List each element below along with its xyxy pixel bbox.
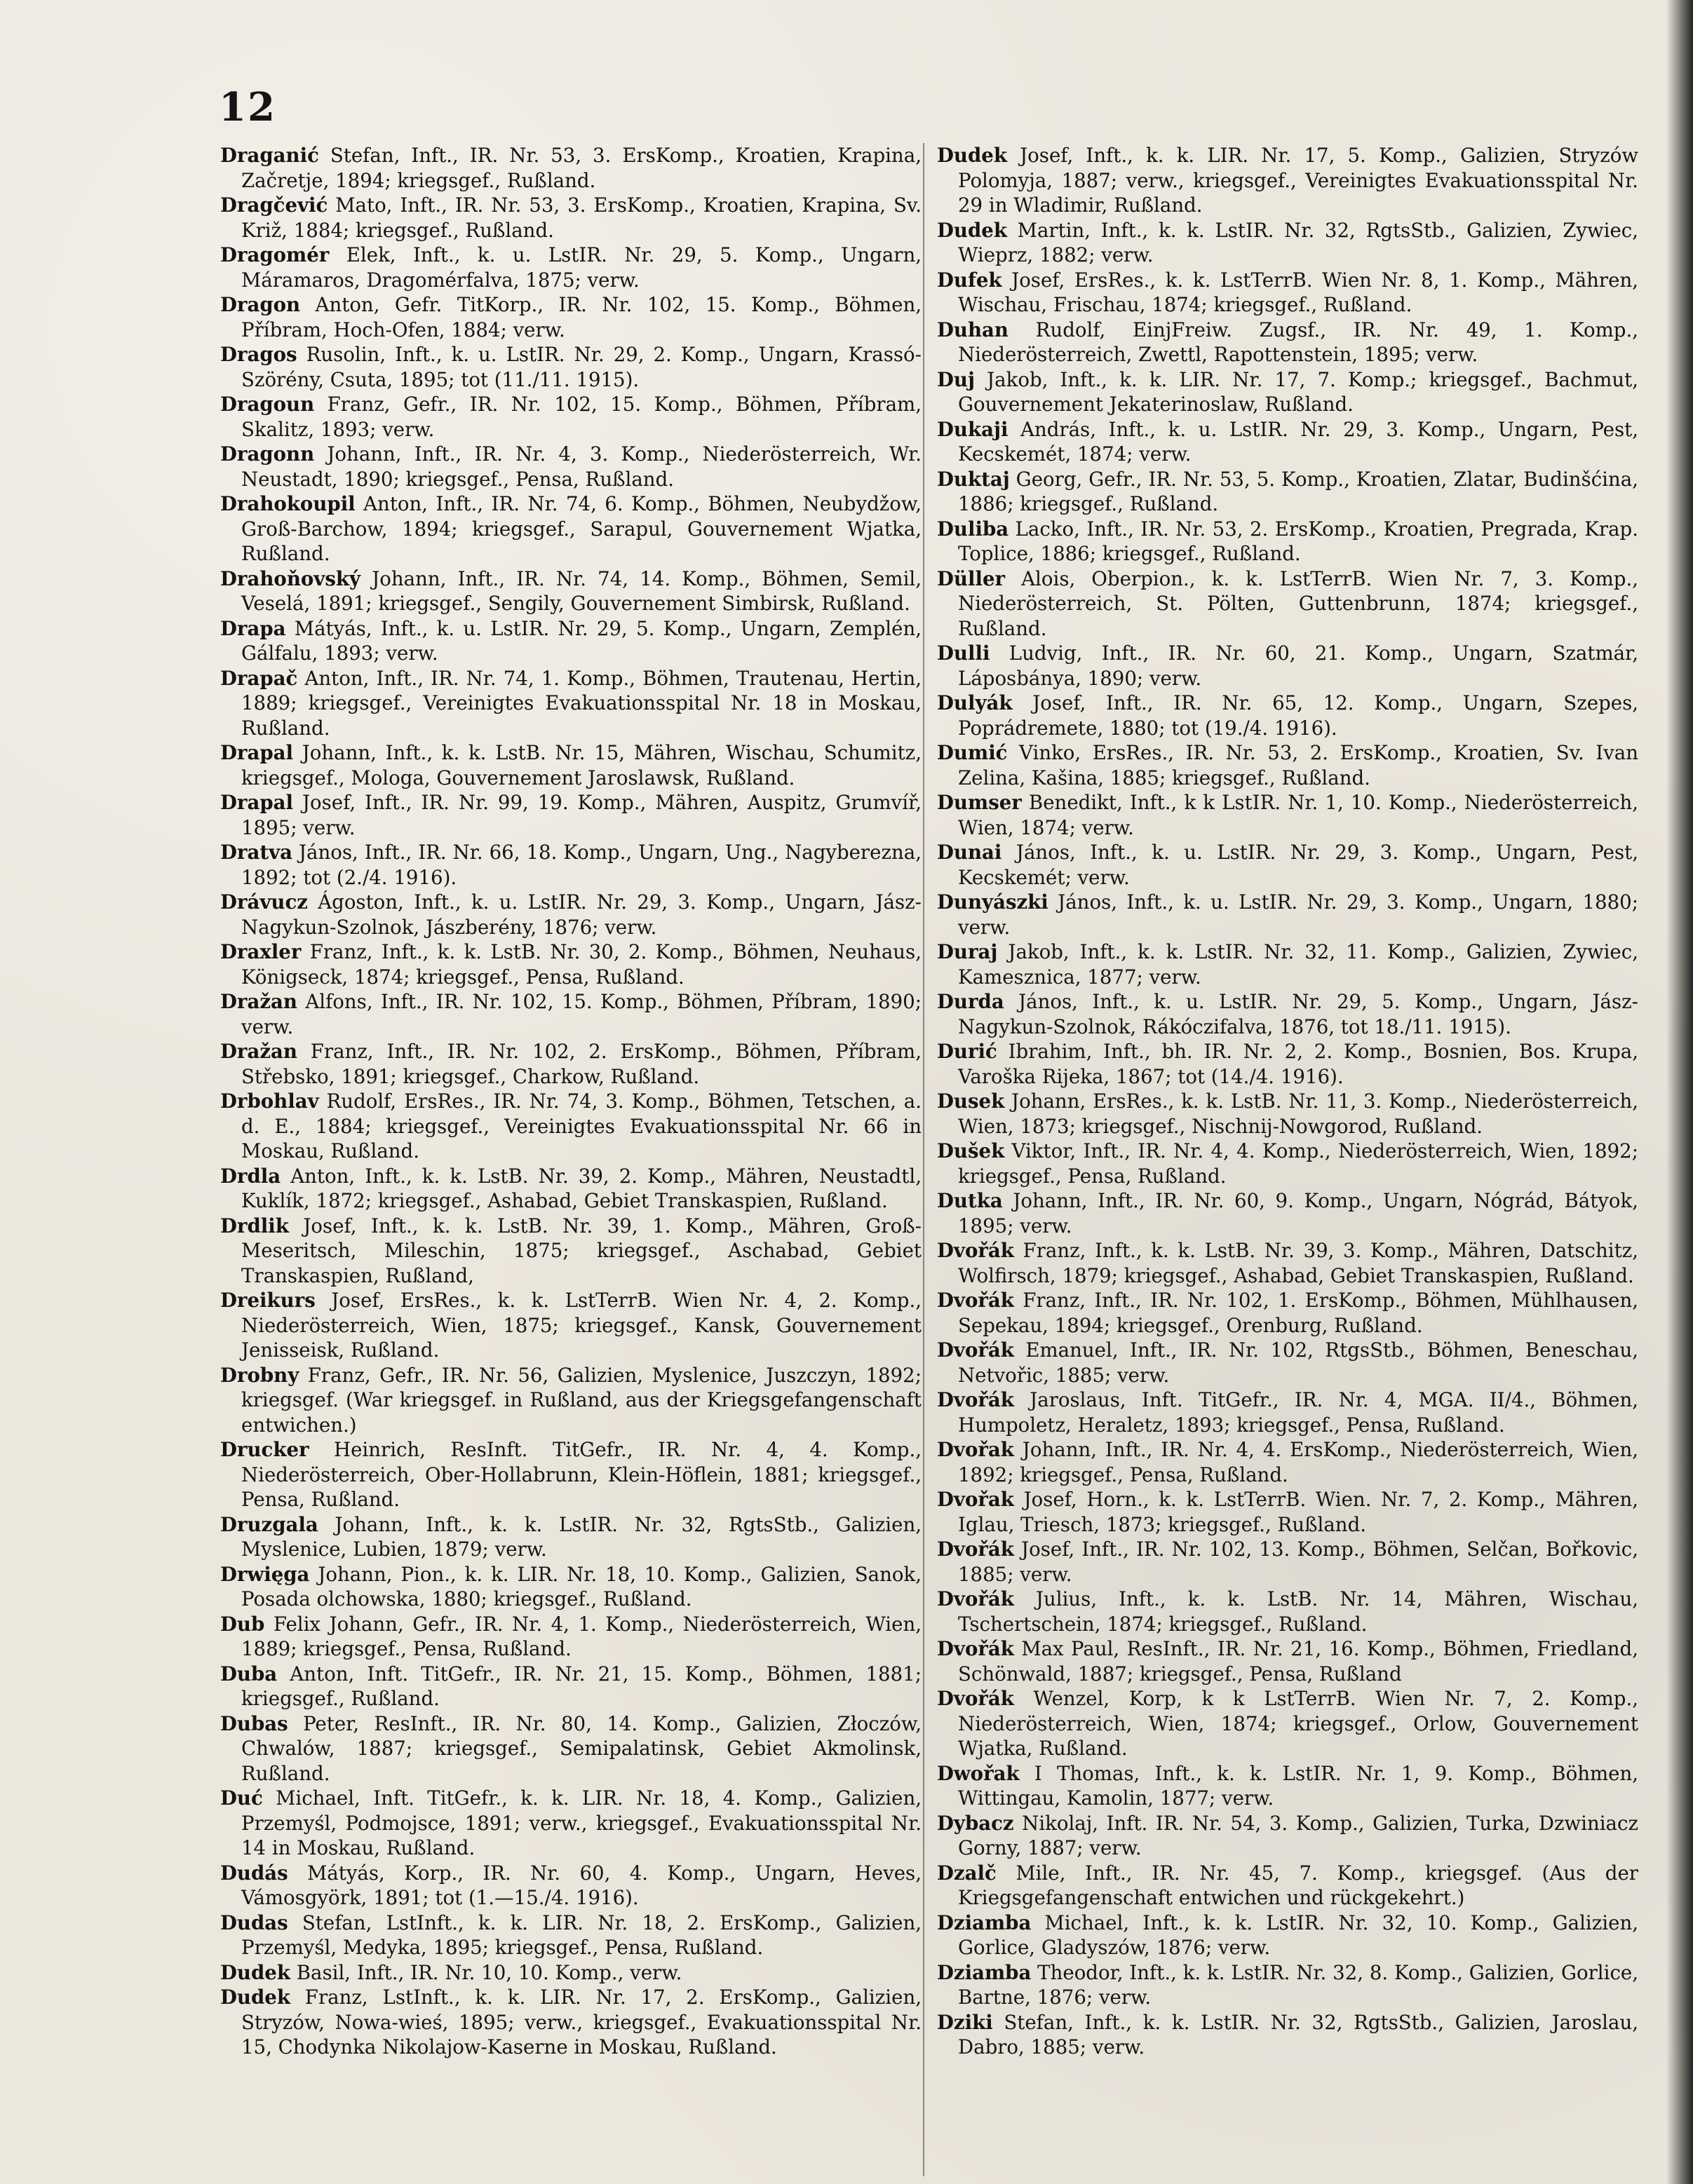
list-entry [937,1139,1638,1188]
entry-surname: Duhan [937,318,1009,341]
entry-details: Michael, Inft., k. k. LstIR. Nr. 32, 10. Komp., Galizien, Gorlice, Gladyszów, 1876; verw. [958,1911,1638,1959]
list-entry [937,1587,1638,1636]
entry-surname: Druzgala [220,1512,318,1536]
entry-surname: Drucker [220,1438,309,1461]
entry-details: Lacko, Inft., IR. Nr. 53, 2. ErsKomp., Kroatien, Pregrada, Krap. Toplice, 1886; kriegsgef., Rußland. [958,517,1638,565]
entry-surname: Drahoňovský [220,567,361,590]
entry-details: Ágoston, Inft., k. u. LstIR. Nr. 29, 3. Komp., Ungarn, Jász-Nagykun-Szolnok, Jászberény, 1876; verw. [241,890,922,939]
list-entry [937,691,1638,740]
entry-details: Rudolf, EinjFreiw. Zugsf., IR. Nr. 49, 1. Komp., Niederösterreich, Zwettl, Rapottenstein, 1895; verw. [958,318,1638,366]
list-entry [937,840,1638,890]
list-entry [937,890,1638,940]
list-entry [937,641,1638,691]
entry-surname: Dreikurs [220,1289,316,1312]
list-entry [220,740,922,790]
list-entry [220,616,922,666]
column-divider [923,143,924,2176]
entry-surname: Dziamba [937,1911,1032,1934]
entry-details: I Thomas, Inft., k. k. LstIR. Nr. 1, 9. Komp., Böhmen, Wittingau, Kamolin, 1877; verw. [958,1761,1638,1810]
entry-surname: Dutka [937,1189,1003,1212]
list-entry [937,1537,1638,1587]
entry-details: Anton, Gefr. TitKorp., IR. Nr. 102, 15. Komp., Böhmen, Příbram, Hoch-Ofen, 1884; verw. [241,293,922,341]
entry-surname: Dudek [220,1960,290,1984]
list-entry [937,143,1638,218]
list-entry [937,1288,1638,1338]
entry-surname: Dušek [937,1139,1005,1162]
entry-details: Johann, Inft., IR. Nr. 4, 4. ErsKomp., Niederösterreich, Wien, 1892; kriegsgef., Pensa, Rußland. [958,1438,1638,1486]
list-entry [937,268,1638,318]
entry-details: Mile, Inft., IR. Nr. 45, 7. Komp., kriegsgef. (Aus der Kriegsgefangenschaft entwichen und rückgekehrt.) [958,1861,1638,1909]
entry-details: Franz, Inft., k. k. LstB. Nr. 39, 3. Komp., Mähren, Datschitz, Wolfirsch, 1879; kriegsgef., Ashabad, Gebiet Transkaspien, Rußland. [958,1239,1638,1287]
entry-details: Josef, Inft., IR. Nr. 99, 19. Komp., Mähren, Auspitz, Grumvíř, 1895; verw. [241,791,922,839]
entry-details: Johann, ErsRes., k. k. LstB. Nr. 11, 3. Komp., Niederösterreich, Wien, 1873; kriegsgef., Nischnij-Nowgorod, Rußland. [958,1090,1638,1138]
list-entry [220,442,922,491]
entry-details: Josef, ErsRes., k. k. LstTerrB. Wien Nr. 4, 2. Komp., Niederösterreich, Wien, 1875; kriegsgef., Kansk, Gouvernement Jenisseisk, Rußland. [241,1289,922,1362]
entry-details: Benedikt, Inft., k k LstIR. Nr. 1, 10. Komp., Niederösterreich, Wien, 1874; verw. [958,791,1638,839]
entry-surname: Dulli [937,642,990,665]
entry-details: Mátyás, Inft., k. u. LstIR. Nr. 29, 5. Komp., Ungarn, Zemplén, Gálfalu, 1893; verw. [241,616,922,665]
entry-details: Josef, Inft., k. k. LIR. Nr. 17, 5. Komp., Galizien, Stryzów Polomyja, 1887; verw., kriegsgef., Vereinigtes Evakuationsspital Nr. 29 in Wladimir, Rußland. [958,144,1638,217]
entry-details: Franz, Gefr., IR. Nr. 56, Galizien, Myslenice, Juszczyn, 1892; kriegsgef. (War kriegsgef. in Rußland, aus der Kriegsgefangenschaft entwichen.) [241,1363,922,1437]
list-entry [937,1039,1638,1089]
list-entry [220,1911,922,1960]
list-entry [220,1612,922,1662]
entry-details: Rusolin, Inft., k. u. LstIR. Nr. 29, 2. Komp., Ungarn, Krassó-Szörény, Csuta, 1895; tot (11./11. 1915). [241,343,922,391]
list-entry [937,2010,1638,2060]
list-entry [937,517,1638,567]
entry-details: Jaroslaus, Inft. TitGefr., IR. Nr. 4, MGA. II/4., Böhmen, Humpoletz, Heraletz, 1893; kriegsgef., Pensa, Rußland. [958,1388,1638,1437]
entry-surname: Dzalč [937,1861,997,1885]
entry-surname: Drapa [220,616,286,640]
left-column [220,143,922,2060]
list-entry [220,1437,922,1512]
entry-details: Johann, Inft., k. k. LstIR. Nr. 32, RgtsStb., Galizien, Myslenice, Lubien, 1879; verw. [241,1512,922,1561]
entry-details: Heinrich, ResInft. TitGefr., IR. Nr. 4, 4. Komp., Niederösterreich, Ober-Hollabrunn, Klein-Höflein, 1881; kriegsgef., Pensa, Rußland. [241,1438,922,1511]
list-entry [937,1861,1638,1911]
entry-details: Stefan, Inft., k. k. LstIR. Nr. 32, RgtsStb., Galizien, Jaroslau, Dabro, 1885; verw. [958,2010,1638,2058]
entry-details: Michael, Inft. TitGefr., k. k. LIR. Nr. 18, 4. Komp., Galizien, Przemyśl, Podmojsce, 1891; verw., kriegsgef., Evakuationsspital Nr. 14 in Moskau, Rußland. [241,1786,922,1859]
entry-details: János, Inft., IR. Nr. 66, 18. Komp., Ungarn, Ung., Nagyberezna, 1892; tot (2./4. 1916). [241,841,922,889]
entry-details: Johann, Inft., IR. Nr. 74, 14. Komp., Böhmen, Semil, Veselá, 1891; kriegsgef., Sengily, Gouvernement Simbirsk, Rußland. [241,567,922,615]
entry-surname: Duba [220,1662,278,1686]
entry-surname: Drbohlav [220,1090,319,1113]
list-entry [220,790,922,840]
list-entry [937,940,1638,989]
entry-surname: Duliba [937,517,1009,541]
entry-surname: Dvořák [937,1538,1014,1561]
list-entry [937,1636,1638,1686]
entry-details: Alfons, Inft., IR. Nr. 102, 15. Komp., Böhmen, Příbram, 1890; verw. [241,990,922,1038]
entry-details: Josef, ErsRes., k. k. LstTerrB. Wien Nr. 8, 1. Komp., Mähren, Wischau, Frischau, 1874; kriegsgef., Rußland. [958,268,1638,316]
entry-surname: Dragonn [220,442,315,466]
entry-surname: Dragčević [220,194,328,217]
entry-details: Johann, Inft., k. k. LstB. Nr. 15, Mähren, Wischau, Schumitz, kriegsgef., Mologa, Gouvernement Jaroslawsk, Rußland. [241,741,922,789]
entry-details: Jakob, Inft., k. k. LstIR. Nr. 32, 11. Komp., Galizien, Zywiec, Kamesznica, 1877; verw. [958,940,1638,989]
entry-details: Johann, Inft., IR. Nr. 4, 3. Komp., Niederösterreich, Wr. Neustadt, 1890; kriegsgef., Pensa, Rußland. [241,442,922,491]
entry-surname: Dumser [937,791,1022,814]
entry-details: Peter, ResInft., IR. Nr. 80, 14. Komp., Galizien, Złoczów, Chwalów, 1887; kriegsgef., Semipalatinsk, Gebiet Akmolinsk, Rußland. [241,1711,922,1785]
list-entry [220,1214,922,1289]
list-entry [220,392,922,442]
list-entry [220,1363,922,1438]
entry-surname: Dukaji [937,417,1009,441]
entry-surname: Drapal [220,741,294,764]
entry-surname: Dwořak [937,1761,1020,1785]
list-entry [220,1861,922,1911]
entry-surname: Dragos [220,343,297,366]
entry-surname: Dziamba [937,1960,1032,1984]
list-entry [220,890,922,940]
entry-details: Josef, Horn., k. k. LstTerrB. Wien. Nr. 7, 2. Komp., Mähren, Iglau, Triesch, 1873; kriegsgef., Rußland. [958,1488,1638,1536]
entry-surname: Draganić [220,144,319,167]
entry-surname: Dub [220,1612,265,1636]
list-entry [937,1437,1638,1487]
list-entry [937,1686,1638,1761]
page-number: 12 [219,84,276,130]
entry-surname: Dvořák [937,1239,1014,1262]
list-entry [937,318,1638,367]
entry-details: Jakob, Inft., k. k. LIR. Nr. 17, 7. Komp.; kriegsgef., Bachmut, Gouvernement Jekaterinoslaw, Rußland. [958,367,1638,416]
list-entry [937,1388,1638,1437]
list-entry [220,1562,922,1612]
entry-surname: Dunyászki [937,890,1048,914]
list-entry [937,1911,1638,1960]
entry-surname: Drahokoupil [220,492,356,515]
entry-surname: Dudek [937,144,1007,167]
entry-details: András, Inft., k. u. LstIR. Nr. 29, 3. Komp., Ungarn, Pest, Kecskemét, 1874; verw. [958,417,1638,466]
list-entry [220,666,922,741]
entry-details: Mato, Inft., IR. Nr. 53, 3. ErsKomp., Kroatien, Krapina, Sv. Križ, 1884; kriegsgef., Rußland. [241,194,922,242]
page-edge-shadow [1666,0,1693,2184]
list-entry [220,292,922,342]
entry-details: Johann, Inft., IR. Nr. 60, 9. Komp., Ungarn, Nógrád, Bátyok, 1895; verw. [958,1189,1638,1237]
entry-details: János, Inft., k. u. LstIR. Nr. 29, 3. Komp., Ungarn, 1880; verw. [958,890,1638,939]
entry-surname: Düller [937,567,1006,590]
entry-surname: Duktaj [937,467,1010,491]
list-entry [937,989,1638,1039]
entry-details: Josef, Inft., IR. Nr. 102, 13. Komp., Böhmen, Selčan, Bořkovic, 1885; verw. [958,1538,1638,1586]
list-entry [937,367,1638,417]
entry-surname: Drdlik [220,1214,289,1237]
entry-details: Ibrahim, Inft., bh. IR. Nr. 2, 2. Komp., Bosnien, Bos. Krupa, Varoška Rijeka, 1867; tot (14./4. 1916). [958,1040,1638,1088]
list-entry [937,567,1638,642]
entry-details: Viktor, Inft., IR. Nr. 4, 4. Komp., Niederösterreich, Wien, 1892; kriegsgef., Pensa, Rußland. [958,1139,1638,1188]
entry-surname: Dragoun [220,393,315,416]
list-entry [220,567,922,616]
list-entry [220,840,922,890]
list-entry [937,1960,1638,2010]
entry-surname: Dražan [220,990,297,1013]
list-entry [937,467,1638,517]
list-entry [220,193,922,243]
entry-surname: Drávucz [220,890,308,914]
list-entry [937,1487,1638,1537]
list-entry [220,1985,922,2060]
entry-details: Alois, Oberpion., k. k. LstTerrB. Wien Nr. 7, 3. Komp., Niederösterreich, St. Pölten, Guttenbrunn, 1874; kriegsgef., Rußland. [958,567,1638,640]
entry-details: Anton, Inft., k. k. LstB. Nr. 39, 2. Komp., Mähren, Neustadtl, Kuklík, 1872; kriegsgef., Ashabad, Gebiet Transkaspien, Rußland. [241,1164,922,1212]
entry-details: Ludvig, Inft., IR. Nr. 60, 21. Komp., Ungarn, Szatmár, Láposbánya, 1890; verw. [958,642,1638,690]
entry-surname: Dvořák [937,1637,1014,1660]
entry-surname: Dulyák [937,691,1013,714]
entry-surname: Dybacz [937,1811,1014,1835]
entry-details: Max Paul, ResInft., IR. Nr. 21, 16. Komp., Böhmen, Friedland, Schönwald, 1887; kriegsgef., Pensa, Rußland [958,1637,1638,1686]
entry-surname: Dvořak [937,1438,1014,1461]
entry-surname: Dufek [937,268,1002,292]
right-column [937,143,1638,2060]
list-entry [220,1786,922,1861]
entry-details: Stefan, Inft., IR. Nr. 53, 3. ErsKomp., Kroatien, Krapina, Začretje, 1894; kriegsgef., Rußland. [241,144,922,192]
entry-surname: Duraj [937,940,998,963]
entry-details: Franz, Inft., IR. Nr. 102, 2. ErsKomp., Böhmen, Příbram, Střebsko, 1891; kriegsgef., Charkow, Rußland. [241,1040,922,1088]
entry-surname: Durić [937,1040,997,1063]
entry-details: Anton, Inft., IR. Nr. 74, 6. Komp., Böhmen, Neubydžow, Groß-Barchow, 1894; kriegsgef., Sarapul, Gouvernement Wjatka, Rußland. [241,492,922,565]
entry-surname: Dudás [220,1861,288,1885]
entry-surname: Dragomér [220,243,330,266]
list-entry [937,790,1638,840]
list-entry [937,218,1638,268]
list-entry [937,1811,1638,1861]
entry-surname: Dubas [220,1711,288,1735]
entry-details: Theodor, Inft., k. k. LstIR. Nr. 32, 8. Komp., Galizien, Gorlice, Bartne, 1876; verw. [958,1960,1638,2009]
list-entry [937,417,1638,467]
entry-details: Basil, Inft., IR. Nr. 10, 10. Komp., verw. [290,1960,682,1984]
list-entry [937,1338,1638,1388]
entry-details: Martin, Inft., k. k. LstIR. Nr. 32, RgtsStb., Galizien, Zywiec, Wieprz, 1882; verw. [958,218,1638,266]
list-entry [937,1761,1638,1811]
list-entry [220,491,922,567]
entry-details: Anton, Inft., IR. Nr. 74, 1. Komp., Böhmen, Trautenau, Hertin, 1889; kriegsgef., Vereinigtes Evakuationsspital Nr. 18 in Moskau, Rußland. [241,666,922,740]
entry-details: Stefan, LstInft., k. k. LIR. Nr. 18, 2. ErsKomp., Galizien, Przemyśl, Medyka, 1895; kriegsgef., Pensa, Rußland. [241,1911,922,1959]
list-entry [220,1288,922,1363]
entry-surname: Drapal [220,791,294,814]
entry-surname: Dudek [220,1986,290,2009]
entry-details: Julius, Inft., k. k. LstB. Nr. 14, Mähren, Wischau, Tschertschein, 1874; kriegsgef., Rußland. [958,1587,1638,1636]
entry-surname: Dvořák [937,1587,1014,1610]
entry-details: János, Inft., k. u. LstIR. Nr. 29, 3. Komp., Ungarn, Pest, Kecskemét; verw. [958,841,1638,889]
list-entry [937,740,1638,790]
entry-surname: Dunai [937,841,1002,864]
entry-surname: Drobny [220,1363,299,1387]
entry-surname: Dvořák [937,1338,1014,1362]
entry-details: Josef, Inft., k. k. LstB. Nr. 39, 1. Komp., Mähren, Groß-Meseritsch, Mileschin, 1875; kriegsgef., Aschabad, Gebiet Transkaspien, Rußland, [241,1214,922,1287]
entry-details: Franz, Inft., IR. Nr. 102, 1. ErsKomp., Böhmen, Mühlhausen, Sepekau, 1894; kriegsgef., Orenburg, Rußland. [958,1289,1638,1337]
entry-details: Emanuel, Inft., IR. Nr. 102, RtgsStb., Böhmen, Beneschau, Netvořic, 1885; verw. [958,1338,1638,1387]
entry-details: Anton, Inft. TitGefr., IR. Nr. 21, 15. Komp., Böhmen, 1881; kriegsgef., Rußland. [241,1662,922,1710]
entry-details: Felix Johann, Gefr., IR. Nr. 4, 1. Komp., Niederösterreich, Wien, 1889; kriegsgef., Pensa, Rußland. [241,1612,922,1660]
list-entry [937,1188,1638,1238]
entry-surname: Draxler [220,940,302,963]
entry-details: Elek, Inft., k. u. LstIR. Nr. 29, 5. Komp., Ungarn, Máramaros, Dragomérfalva, 1875; verw. [241,243,922,292]
list-entry [937,1238,1638,1288]
list-entry [220,989,922,1039]
entry-surname: Dvořák [937,1289,1014,1312]
list-entry [937,1089,1638,1139]
entry-details: Johann, Pion., k. k. LIR. Nr. 18, 10. Komp., Galizien, Sanok, Posada olchowska, 1880; kriegsgef., Rußland. [241,1562,922,1610]
entry-surname: Durda [937,990,1004,1013]
list-entry [220,1164,922,1214]
list-entry [220,1512,922,1562]
list-entry [220,1711,922,1786]
entry-details: Franz, Inft., k. k. LstB. Nr. 30, 2. Komp., Böhmen, Neuhaus, Königseck, 1874; kriegsgef., Pensa, Rußland. [241,940,922,989]
entry-details: Wenzel, Korp, k k LstTerrB. Wien Nr. 7, 2. Komp., Niederösterreich, Wien, 1874; kriegsgef., Orlow, Gouvernement Wjatka, Rußland. [958,1687,1638,1760]
entry-surname: Dragon [220,293,301,316]
entry-surname: Dvořák [937,1388,1014,1411]
entry-surname: Duć [220,1786,263,1810]
entry-surname: Dražan [220,1040,297,1063]
entry-surname: Dvořák [937,1687,1014,1710]
entry-surname: Dvořak [937,1488,1014,1511]
list-entry [220,243,922,292]
list-entry [220,940,922,989]
list-entry [220,1039,922,1089]
entry-details: Mátyás, Korp., IR. Nr. 60, 4. Komp., Ungarn, Heves, Vámosgyörk, 1891; tot (1.—15./4. 1916). [241,1861,922,1909]
entry-surname: Duj [937,367,975,391]
list-entry [220,1960,922,1986]
list-entry [220,342,922,392]
entry-details: Nikolaj, Inft. IR. Nr. 54, 3. Komp., Galizien, Turka, Dzwiniacz Gorny, 1887; verw. [958,1811,1638,1859]
entry-surname: Dusek [937,1090,1005,1113]
entry-surname: Dziki [937,2010,993,2034]
entry-details: Rudolf, ErsRes., IR. Nr. 74, 3. Komp., Böhmen, Tetschen, a. d. E., 1884; kriegsgef., Vereinigtes Evakuationsspital Nr. 66 in Moskau, Rußland. [241,1090,922,1162]
entry-details: Josef, Inft., IR. Nr. 65, 12. Komp., Ungarn, Szepes, Poprádremete, 1880; tot (19./4. 1916). [958,691,1638,740]
entry-surname: Drwięga [220,1562,310,1586]
entry-details: Franz, LstInft., k. k. LIR. Nr. 17, 2. ErsKomp., Galizien, Stryzów, Nowa-wieś, 1895; verw., kriegsgef., Evakuationsspital Nr. 15, Chodynka Nikolajow-Kaserne in Moskau, Rußland. [241,1986,922,2058]
entry-details: János, Inft., k. u. LstIR. Nr. 29, 5. Komp., Ungarn, Jász-Nagykun-Szolnok, Rákóczifalva, 1876, tot 18./11. 1915). [958,990,1638,1038]
entry-surname: Dudek [937,218,1007,242]
entry-surname: Drdla [220,1164,281,1188]
entry-details: Franz, Gefr., IR. Nr. 102, 15. Komp., Böhmen, Příbram, Skalitz, 1893; verw. [241,393,922,441]
entry-details: Vinko, ErsRes., IR. Nr. 53, 2. ErsKomp., Kroatien, Sv. Ivan Zelina, Kašina, 1885; kriegsgef., Rußland. [958,741,1638,789]
list-entry [220,1662,922,1711]
list-entry [220,143,922,193]
list-entry [220,1089,922,1164]
entry-surname: Dudas [220,1911,288,1934]
entry-surname: Dratva [220,841,293,864]
entry-surname: Drapač [220,666,298,690]
entry-details: Georg, Gefr., IR. Nr. 53, 5. Komp., Kroatien, Zlatar, Budinšćina, 1886; kriegsgef., Rußland. [958,467,1638,515]
entry-surname: Dumić [937,741,1008,764]
